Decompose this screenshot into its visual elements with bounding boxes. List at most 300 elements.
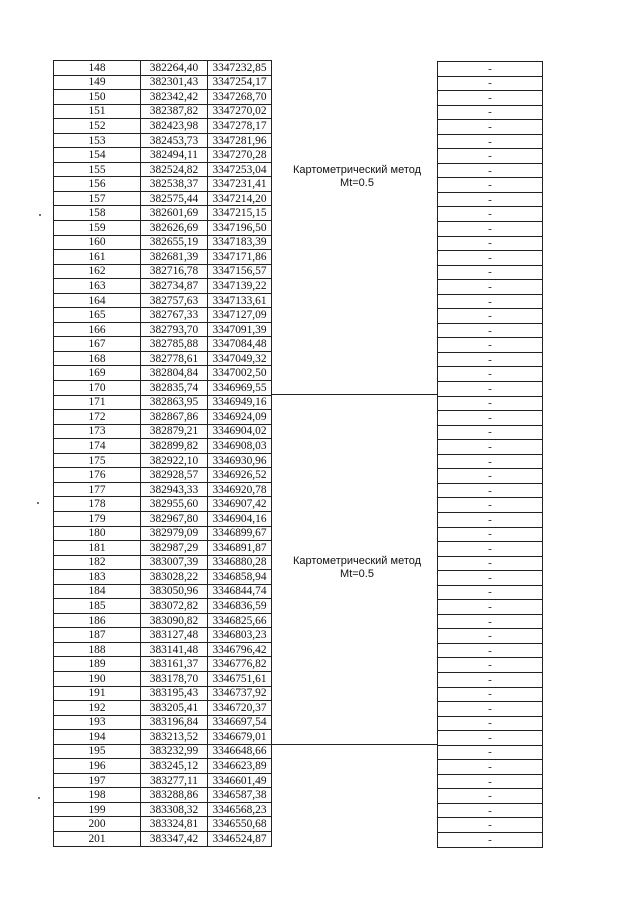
- x-coordinate-cell: 383127,48: [141, 628, 208, 643]
- method-accuracy: Mt=0.5: [340, 177, 374, 189]
- x-coordinate-cell: 382453,73: [141, 133, 208, 148]
- y-coordinate-cell: 3347231,41: [208, 177, 272, 192]
- point-number-cell: 156: [54, 177, 141, 192]
- table-row: [438, 382, 543, 397]
- error-dash-cell: -: [438, 280, 543, 295]
- y-coordinate-cell: 3347215,15: [208, 206, 272, 221]
- error-dash-cell: -: [438, 498, 543, 513]
- x-coordinate-cell: 383205,41: [141, 701, 208, 716]
- y-coordinate-cell: 3346737,92: [208, 686, 272, 701]
- error-dash-cell: -: [438, 527, 543, 542]
- table-row: [438, 454, 543, 469]
- error-dash-cell: -: [438, 454, 543, 469]
- table-row: [54, 686, 272, 701]
- table-row: [438, 687, 543, 702]
- error-dash-cell: -: [438, 789, 543, 804]
- y-coordinate-cell: 3347214,20: [208, 191, 272, 206]
- x-coordinate-cell: 382899,82: [141, 439, 208, 454]
- y-coordinate-cell: 3346648,66: [208, 744, 272, 759]
- table-row: [54, 584, 272, 599]
- y-coordinate-cell: 3346836,59: [208, 599, 272, 614]
- error-dash-cell: -: [438, 425, 543, 440]
- error-dash-cell: -: [438, 687, 543, 702]
- table-row: [438, 367, 543, 382]
- table-row: [438, 280, 543, 295]
- table-row: [438, 236, 543, 251]
- x-coordinate-cell: 383195,43: [141, 686, 208, 701]
- point-number-cell: 154: [54, 148, 141, 163]
- table-row: [54, 439, 272, 454]
- x-coordinate-cell: 383141,48: [141, 642, 208, 657]
- table-row: [54, 453, 272, 468]
- point-number-cell: 163: [54, 279, 141, 294]
- table-row: [54, 75, 272, 90]
- error-dash-cell: -: [438, 222, 543, 237]
- point-number-cell: 158: [54, 206, 141, 221]
- method-accuracy: Mt=0.5: [340, 568, 374, 580]
- table-row: [54, 395, 272, 410]
- y-coordinate-cell: 3346908,03: [208, 439, 272, 454]
- table-row: [438, 672, 543, 687]
- table-row: [54, 715, 272, 730]
- x-coordinate-cell: 383232,99: [141, 744, 208, 759]
- y-coordinate-cell: 3347270,02: [208, 104, 272, 119]
- table-row: [438, 745, 543, 760]
- table-row: [438, 265, 543, 280]
- x-coordinate-cell: 382928,57: [141, 468, 208, 483]
- error-dash-cell: -: [438, 192, 543, 207]
- table-row: [438, 600, 543, 615]
- table-row: [54, 61, 272, 76]
- y-coordinate-cell: 3347281,96: [208, 133, 272, 148]
- x-coordinate-cell: 382494,11: [141, 148, 208, 163]
- table-row: [54, 293, 272, 308]
- y-coordinate-cell: 3347091,39: [208, 322, 272, 337]
- x-coordinate-cell: 382301,43: [141, 75, 208, 90]
- y-coordinate-cell: 3346891,87: [208, 541, 272, 556]
- point-number-cell: 160: [54, 235, 141, 250]
- point-number-cell: 188: [54, 642, 141, 657]
- y-coordinate-cell: 3346679,01: [208, 730, 272, 745]
- x-coordinate-cell: 382879,21: [141, 424, 208, 439]
- y-coordinate-cell: 3347049,32: [208, 351, 272, 366]
- point-number-cell: 155: [54, 162, 141, 177]
- error-dash-cell: -: [438, 483, 543, 498]
- x-coordinate-cell: 383007,39: [141, 555, 208, 570]
- point-number-cell: 189: [54, 657, 141, 672]
- table-row: [438, 760, 543, 775]
- table-row: [54, 773, 272, 788]
- table-row: [54, 148, 272, 163]
- error-dash-cell: -: [438, 352, 543, 367]
- table-row: [438, 483, 543, 498]
- point-number-cell: 183: [54, 570, 141, 585]
- error-dash-cell: -: [438, 760, 543, 775]
- y-coordinate-cell: 3346803,23: [208, 628, 272, 643]
- y-coordinate-cell: 3347254,17: [208, 75, 272, 90]
- group-separator-line: [272, 744, 437, 745]
- x-coordinate-cell: 382863,95: [141, 395, 208, 410]
- x-coordinate-cell: 382681,39: [141, 250, 208, 265]
- point-number-cell: 181: [54, 541, 141, 556]
- scan-speck: [37, 502, 39, 504]
- error-dash-cell: -: [438, 440, 543, 455]
- y-coordinate-cell: 3347156,57: [208, 264, 272, 279]
- table-row: [438, 702, 543, 717]
- y-coordinate-cell: 3346880,28: [208, 555, 272, 570]
- x-coordinate-cell: 382793,70: [141, 322, 208, 337]
- table-row: [438, 716, 543, 731]
- point-number-cell: 193: [54, 715, 141, 730]
- method-name: Картометрический метод: [292, 555, 422, 567]
- y-coordinate-cell: 3346930,96: [208, 453, 272, 468]
- table-row: [438, 149, 543, 164]
- x-coordinate-cell: 382778,61: [141, 351, 208, 366]
- point-number-cell: 200: [54, 817, 141, 832]
- error-dash-cell: -: [438, 469, 543, 484]
- table-row: [438, 629, 543, 644]
- table-row: [438, 309, 543, 324]
- table-row: [54, 264, 272, 279]
- y-coordinate-cell: 3346776,82: [208, 657, 272, 672]
- point-number-cell: 157: [54, 191, 141, 206]
- coordinates-table: [53, 60, 272, 847]
- error-dash-cell: -: [438, 512, 543, 527]
- point-number-cell: 185: [54, 599, 141, 614]
- error-dash-cell: -: [438, 774, 543, 789]
- y-coordinate-cell: 3346949,16: [208, 395, 272, 410]
- x-coordinate-cell: 382835,74: [141, 381, 208, 396]
- error-dash-cell: -: [438, 265, 543, 280]
- x-coordinate-cell: 382757,63: [141, 293, 208, 308]
- point-number-cell: 192: [54, 701, 141, 716]
- point-number-cell: 177: [54, 482, 141, 497]
- table-row: [438, 832, 543, 847]
- point-number-cell: 166: [54, 322, 141, 337]
- error-dash-cell: -: [438, 323, 543, 338]
- x-coordinate-cell: 382804,84: [141, 366, 208, 381]
- table-row: [438, 62, 543, 77]
- y-coordinate-cell: 3346904,02: [208, 424, 272, 439]
- table-row: [54, 250, 272, 265]
- y-coordinate-cell: 3347127,09: [208, 308, 272, 323]
- y-coordinate-cell: 3346924,09: [208, 410, 272, 425]
- table-row: [54, 541, 272, 556]
- scan-speck: [38, 797, 40, 799]
- error-dash-cell: -: [438, 105, 543, 120]
- scan-speck: [39, 214, 41, 216]
- y-coordinate-cell: 3347268,70: [208, 90, 272, 105]
- error-dash-cell: -: [438, 643, 543, 658]
- point-number-cell: 170: [54, 381, 141, 396]
- table-row: [438, 207, 543, 222]
- table-row: [54, 351, 272, 366]
- y-coordinate-cell: 3346720,37: [208, 701, 272, 716]
- x-coordinate-cell: 382955,60: [141, 497, 208, 512]
- table-row: [54, 119, 272, 134]
- table-row: [438, 338, 543, 353]
- y-coordinate-cell: 3347084,48: [208, 337, 272, 352]
- error-dash-cell: -: [438, 149, 543, 164]
- point-number-cell: 194: [54, 730, 141, 745]
- table-row: [438, 192, 543, 207]
- point-number-cell: 178: [54, 497, 141, 512]
- y-coordinate-cell: 3346751,61: [208, 671, 272, 686]
- method-error-column: [437, 61, 543, 848]
- table-row: [54, 671, 272, 686]
- x-coordinate-cell: 383196,84: [141, 715, 208, 730]
- point-number-cell: 186: [54, 613, 141, 628]
- error-dash-cell: -: [438, 251, 543, 266]
- table-row: [54, 701, 272, 716]
- error-dash-cell: -: [438, 120, 543, 135]
- y-coordinate-cell: 3346858,94: [208, 570, 272, 585]
- table-row: [438, 411, 543, 426]
- point-number-cell: 165: [54, 308, 141, 323]
- table-row: [54, 744, 272, 759]
- y-coordinate-cell: 3346524,87: [208, 831, 272, 846]
- table-row: [438, 774, 543, 789]
- x-coordinate-cell: 382943,33: [141, 482, 208, 497]
- table-row: [438, 294, 543, 309]
- table-row: [438, 91, 543, 106]
- error-dash-cell: -: [438, 832, 543, 847]
- x-coordinate-cell: 382987,29: [141, 541, 208, 556]
- x-coordinate-cell: 382575,44: [141, 191, 208, 206]
- x-coordinate-cell: 382967,80: [141, 511, 208, 526]
- x-coordinate-cell: 382423,98: [141, 119, 208, 134]
- error-dash-cell: -: [438, 658, 543, 673]
- table-row: [54, 337, 272, 352]
- error-dash-cell: -: [438, 309, 543, 324]
- table-row: [54, 599, 272, 614]
- x-coordinate-cell: 383347,42: [141, 831, 208, 846]
- table-row: [54, 424, 272, 439]
- point-number-cell: 164: [54, 293, 141, 308]
- error-dash-cell: -: [438, 411, 543, 426]
- table-row: [438, 352, 543, 367]
- x-coordinate-cell: 382601,69: [141, 206, 208, 221]
- y-coordinate-cell: 3346969,55: [208, 381, 272, 396]
- y-coordinate-cell: 3346899,67: [208, 526, 272, 541]
- table-row: [54, 570, 272, 585]
- error-dash-cell: -: [438, 178, 543, 193]
- y-coordinate-cell: 3346825,66: [208, 613, 272, 628]
- table-row: [54, 497, 272, 512]
- table-row: [54, 831, 272, 846]
- error-dash-cell: -: [438, 91, 543, 106]
- x-coordinate-cell: 383245,12: [141, 759, 208, 774]
- error-dash-cell: -: [438, 294, 543, 309]
- error-dash-cell: -: [438, 542, 543, 557]
- y-coordinate-cell: 3346796,42: [208, 642, 272, 657]
- table-row: [54, 759, 272, 774]
- table-row: [438, 105, 543, 120]
- error-dash-cell: -: [438, 600, 543, 615]
- table-row: [54, 730, 272, 745]
- x-coordinate-cell: 383178,70: [141, 671, 208, 686]
- table-row: [438, 542, 543, 557]
- table-row: [438, 614, 543, 629]
- error-dash-cell: -: [438, 672, 543, 687]
- table-row: [438, 425, 543, 440]
- table-row: [438, 556, 543, 571]
- error-dash-cell: -: [438, 571, 543, 586]
- point-number-cell: 159: [54, 221, 141, 236]
- point-number-cell: 174: [54, 439, 141, 454]
- table-row: [54, 221, 272, 236]
- table-row: [438, 76, 543, 91]
- x-coordinate-cell: 382524,82: [141, 162, 208, 177]
- y-coordinate-cell: 3347270,28: [208, 148, 272, 163]
- table-row: [438, 178, 543, 193]
- table-row: [438, 251, 543, 266]
- method-name: Картометрический метод: [292, 164, 422, 176]
- table-row: [438, 323, 543, 338]
- point-number-cell: 199: [54, 802, 141, 817]
- table-row: [54, 381, 272, 396]
- table-row: [54, 482, 272, 497]
- table-row: [438, 818, 543, 833]
- coordinates-table-body: [54, 61, 272, 847]
- table-row: [54, 642, 272, 657]
- y-coordinate-cell: 3347171,86: [208, 250, 272, 265]
- x-coordinate-cell: 382655,19: [141, 235, 208, 250]
- y-coordinate-cell: 3346904,16: [208, 511, 272, 526]
- x-coordinate-cell: 382867,86: [141, 410, 208, 425]
- table-row: [438, 527, 543, 542]
- x-coordinate-cell: 382734,87: [141, 279, 208, 294]
- x-coordinate-cell: 382716,78: [141, 264, 208, 279]
- point-number-cell: 198: [54, 788, 141, 803]
- table-row: [438, 120, 543, 135]
- error-dash-cell: -: [438, 338, 543, 353]
- table-row: [54, 555, 272, 570]
- point-number-cell: 168: [54, 351, 141, 366]
- table-row: [54, 90, 272, 105]
- x-coordinate-cell: 382767,33: [141, 308, 208, 323]
- table-row: [54, 177, 272, 192]
- y-coordinate-cell: 3347133,61: [208, 293, 272, 308]
- point-number-cell: 187: [54, 628, 141, 643]
- y-coordinate-cell: 3346920,78: [208, 482, 272, 497]
- x-coordinate-cell: 383090,82: [141, 613, 208, 628]
- point-number-cell: 151: [54, 104, 141, 119]
- table-row: [54, 279, 272, 294]
- y-coordinate-cell: 3346697,54: [208, 715, 272, 730]
- point-number-cell: 197: [54, 773, 141, 788]
- y-coordinate-cell: 3347196,50: [208, 221, 272, 236]
- x-coordinate-cell: 382387,82: [141, 104, 208, 119]
- error-dash-cell: -: [438, 556, 543, 571]
- x-coordinate-cell: 383324,81: [141, 817, 208, 832]
- x-coordinate-cell: 382626,69: [141, 221, 208, 236]
- table-row: [54, 235, 272, 250]
- y-coordinate-cell: 3346623,89: [208, 759, 272, 774]
- error-dash-cell: -: [438, 716, 543, 731]
- x-coordinate-cell: 383028,22: [141, 570, 208, 585]
- group-separator-line: [272, 394, 437, 395]
- point-number-cell: 179: [54, 511, 141, 526]
- table-row: [438, 498, 543, 513]
- table-row: [438, 585, 543, 600]
- y-coordinate-cell: 3347002,50: [208, 366, 272, 381]
- x-coordinate-cell: 383050,96: [141, 584, 208, 599]
- table-row: [438, 222, 543, 237]
- point-number-cell: 150: [54, 90, 141, 105]
- error-dash-cell: -: [438, 163, 543, 178]
- error-dash-cell: -: [438, 76, 543, 91]
- y-coordinate-cell: 3346926,52: [208, 468, 272, 483]
- y-coordinate-cell: 3346587,38: [208, 788, 272, 803]
- y-coordinate-cell: 3346550,68: [208, 817, 272, 832]
- error-dash-cell: -: [438, 818, 543, 833]
- y-coordinate-cell: 3346907,42: [208, 497, 272, 512]
- table-row: [54, 468, 272, 483]
- table-row: [438, 789, 543, 804]
- point-number-cell: 167: [54, 337, 141, 352]
- point-number-cell: 176: [54, 468, 141, 483]
- table-row: [54, 162, 272, 177]
- table-row: [438, 440, 543, 455]
- point-number-cell: 171: [54, 395, 141, 410]
- method-label-group-2: [282, 555, 432, 581]
- table-row: [54, 410, 272, 425]
- point-number-cell: 149: [54, 75, 141, 90]
- error-dash-cell: -: [438, 367, 543, 382]
- x-coordinate-cell: 382538,37: [141, 177, 208, 192]
- method-error-column-body: [438, 62, 543, 848]
- table-row: [438, 731, 543, 746]
- point-number-cell: 182: [54, 555, 141, 570]
- error-dash-cell: -: [438, 396, 543, 411]
- point-number-cell: 180: [54, 526, 141, 541]
- y-coordinate-cell: 3346601,49: [208, 773, 272, 788]
- table-row: [54, 613, 272, 628]
- error-dash-cell: -: [438, 629, 543, 644]
- y-coordinate-cell: 3347139,22: [208, 279, 272, 294]
- error-dash-cell: -: [438, 731, 543, 746]
- x-coordinate-cell: 383277,11: [141, 773, 208, 788]
- table-row: [438, 571, 543, 586]
- table-row: [54, 788, 272, 803]
- x-coordinate-cell: 382979,09: [141, 526, 208, 541]
- point-number-cell: 190: [54, 671, 141, 686]
- x-coordinate-cell: 383288,86: [141, 788, 208, 803]
- table-row: [54, 511, 272, 526]
- error-dash-cell: -: [438, 702, 543, 717]
- point-number-cell: 175: [54, 453, 141, 468]
- table-row: [54, 322, 272, 337]
- error-dash-cell: -: [438, 382, 543, 397]
- table-row: [438, 512, 543, 527]
- table-row: [438, 803, 543, 818]
- error-dash-cell: -: [438, 614, 543, 629]
- y-coordinate-cell: 3346568,23: [208, 802, 272, 817]
- table-row: [54, 133, 272, 148]
- point-number-cell: 196: [54, 759, 141, 774]
- point-number-cell: 184: [54, 584, 141, 599]
- error-dash-cell: -: [438, 207, 543, 222]
- point-number-cell: 152: [54, 119, 141, 134]
- x-coordinate-cell: 382264,40: [141, 61, 208, 76]
- x-coordinate-cell: 382342,42: [141, 90, 208, 105]
- error-dash-cell: -: [438, 585, 543, 600]
- point-number-cell: 173: [54, 424, 141, 439]
- error-dash-cell: -: [438, 803, 543, 818]
- table-row: [438, 163, 543, 178]
- table-row: [54, 206, 272, 221]
